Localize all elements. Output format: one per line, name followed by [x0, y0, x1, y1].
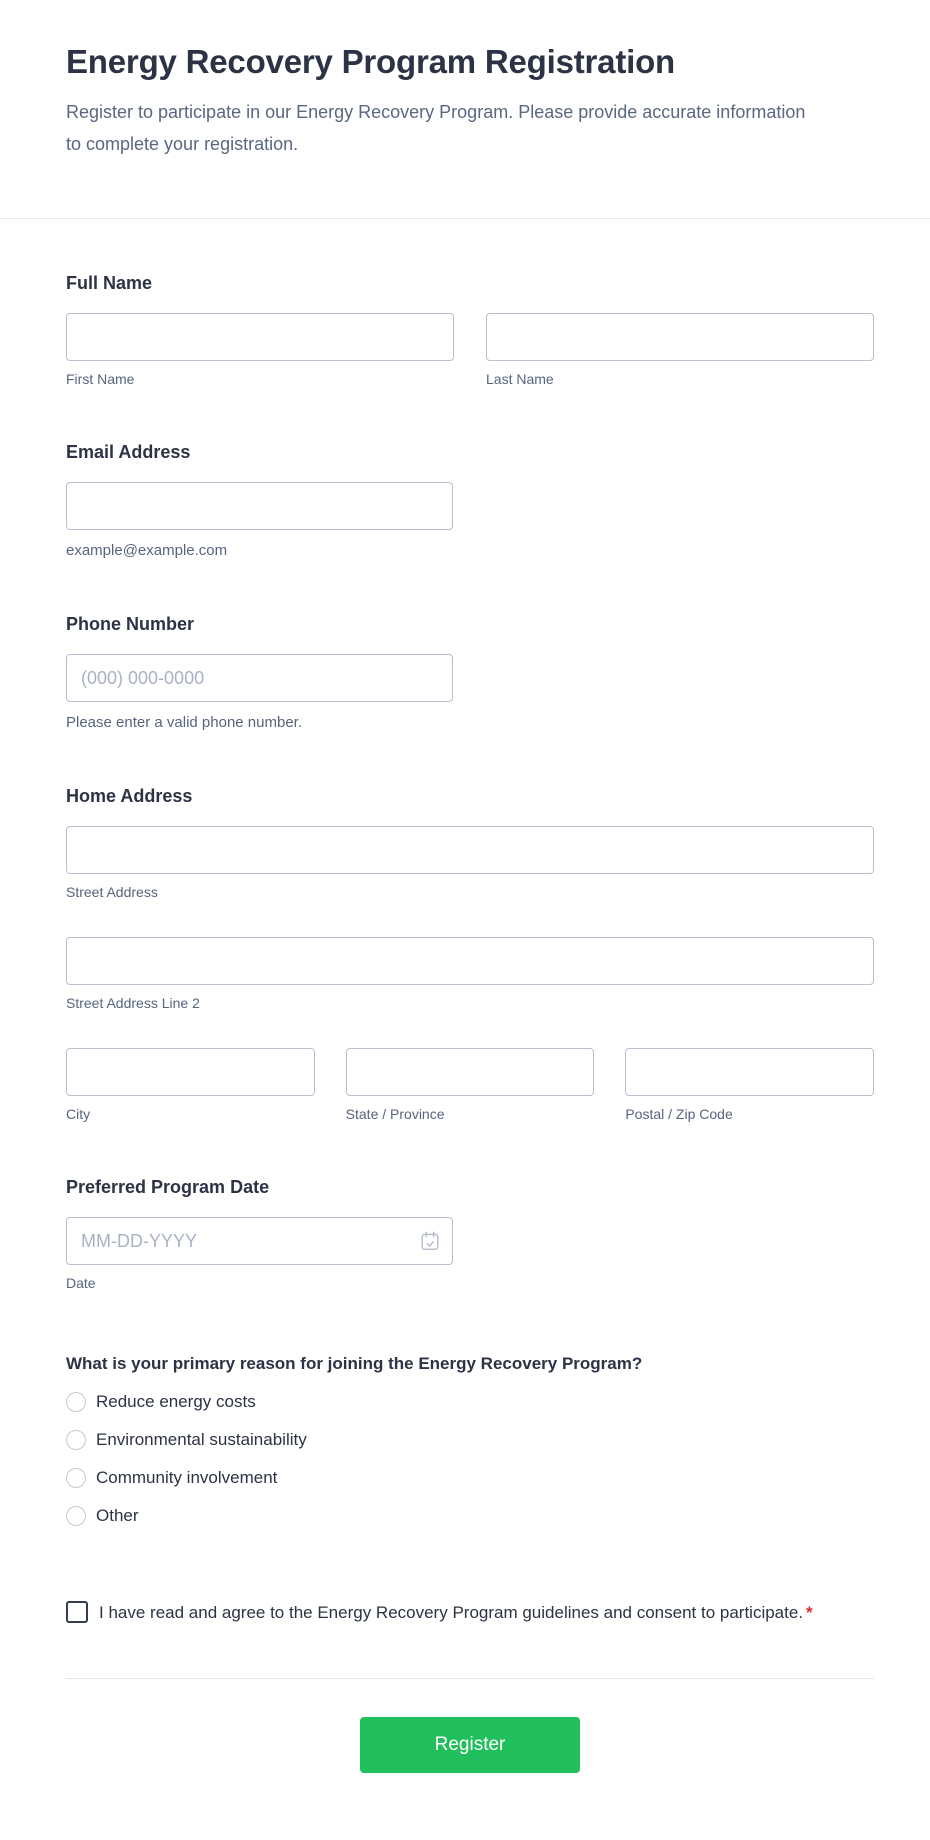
street-address-input[interactable]: [66, 826, 874, 874]
radio-option-label: Other: [96, 1506, 139, 1525]
radio-option-environmental-sustainability[interactable]: [66, 1430, 874, 1450]
required-asterisk: *: [806, 1603, 813, 1622]
email-sublabel: example@example.com: [66, 542, 228, 559]
field-phone: [66, 614, 874, 732]
consent-label-text: I have read and agree to the Energy Recovery Program guidelines and consent to participate.: [99, 1603, 804, 1622]
radio-option-label: Reduce energy costs: [96, 1392, 256, 1411]
state-input[interactable]: [346, 1048, 595, 1096]
last-name-sublabel: Last Name: [486, 371, 554, 387]
postal-input[interactable]: [625, 1048, 874, 1096]
home-address-label: Home Address: [66, 786, 193, 806]
primary-reason-question: What is your primary reason for joining the Energy Recovery Program?: [66, 1354, 643, 1373]
city-sublabel: City: [66, 1106, 91, 1122]
first-name-input[interactable]: [66, 313, 454, 361]
field-email: [66, 442, 874, 560]
radio-option-reduce-energy-costs[interactable]: [66, 1392, 874, 1412]
first-name-sublabel: First Name: [66, 371, 135, 387]
program-date-label: Preferred Program Date: [66, 1177, 270, 1197]
street-address-sublabel: Street Address: [66, 884, 158, 900]
full-name-label: Full Name: [66, 273, 153, 293]
radio-icon[interactable]: [66, 1392, 86, 1412]
state-sublabel: State / Province: [345, 1106, 445, 1122]
street-address2-sublabel: Street Address Line 2: [66, 995, 200, 1011]
field-program-date: [66, 1177, 874, 1292]
phone-helper: Please enter a valid phone number.: [66, 714, 302, 731]
date-input[interactable]: [66, 1217, 453, 1265]
form-header: [0, 0, 930, 219]
radio-icon[interactable]: [66, 1430, 86, 1450]
form-description: Register to participate in our Energy Recovery Program. Please provide accurate information to complete your registration.: [66, 102, 806, 154]
email-input[interactable]: [66, 482, 453, 530]
radio-icon[interactable]: [66, 1506, 86, 1526]
field-home-address: [66, 786, 874, 1123]
page-title: Energy Recovery Program Registration: [66, 43, 676, 80]
radio-option-label: Environmental sustainability: [96, 1430, 307, 1449]
postal-sublabel: Postal / Zip Code: [625, 1106, 733, 1122]
street-address2-input[interactable]: [66, 937, 874, 985]
form-body: [0, 219, 930, 1773]
form-footer: [66, 1678, 874, 1773]
radio-option-other[interactable]: [66, 1506, 874, 1526]
radio-option-community-involvement[interactable]: [66, 1468, 874, 1488]
radio-option-label: Community involvement: [96, 1468, 278, 1487]
field-consent: [66, 1598, 874, 1628]
consent-checkbox[interactable]: [66, 1601, 88, 1623]
calendar-check-icon[interactable]: [419, 1230, 441, 1252]
field-primary-reason: [66, 1354, 874, 1526]
last-name-input[interactable]: [486, 313, 874, 361]
email-label: Email Address: [66, 442, 191, 462]
field-full-name: [66, 273, 874, 388]
phone-input[interactable]: [66, 654, 453, 702]
consent-row[interactable]: [66, 1598, 836, 1628]
city-input[interactable]: [66, 1048, 315, 1096]
register-button[interactable]: Register: [360, 1717, 580, 1773]
radio-icon[interactable]: [66, 1468, 86, 1488]
date-sublabel: Date: [66, 1275, 96, 1291]
phone-label: Phone Number: [66, 614, 195, 634]
